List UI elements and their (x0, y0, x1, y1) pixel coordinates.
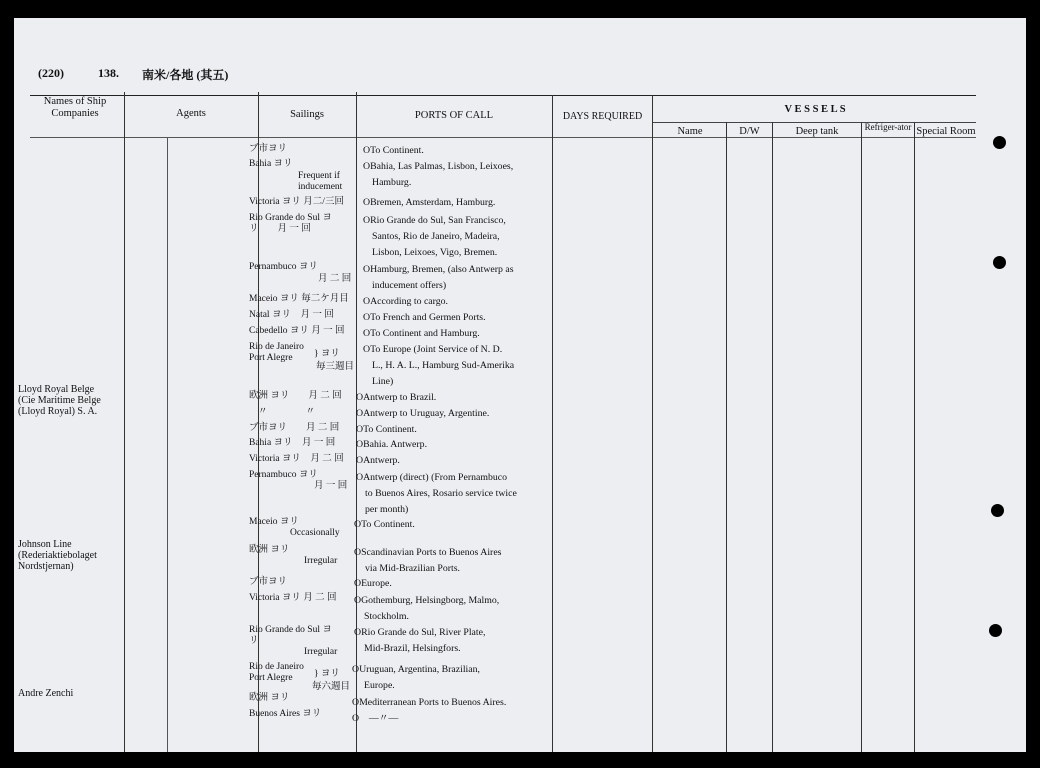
sailing-entry: Rio de Janeiro (249, 342, 304, 352)
sailing-entry: Frequent if (298, 171, 340, 181)
header-sailings: Sailings (290, 109, 324, 120)
port-entry: Mid-Brazil, Helsingfors. (364, 643, 461, 654)
sailing-entry: Bahia ヨリ 月 一 回 (249, 438, 336, 448)
sailing-entry: inducement (298, 182, 343, 192)
port-entry: Lisbon, Leixoes, Vigo, Bremen. (372, 247, 498, 258)
sailing-entry: Victoria ヨリ 月 二 回 (249, 593, 337, 603)
header-days-required: DAYS REQUIRED (562, 111, 643, 122)
port-entry: inducement offers) (372, 280, 447, 291)
port-entry: OAntwerp. (356, 455, 400, 466)
sailing-entry: ブ市ヨリ (249, 577, 288, 587)
sailing-entry: ブ市ヨリ 月 二 回 (249, 423, 340, 433)
sailing-entry: 〃 〃 (258, 407, 316, 417)
col-divider (652, 95, 653, 752)
company-subname: Nordstjernan) (18, 561, 74, 572)
header-vessel-name: Name (677, 126, 703, 137)
header-special-room: Special Room (916, 126, 976, 137)
port-entry: OAntwerp to Uruguay, Argentine. (356, 408, 490, 419)
port-entry: Stockholm. (364, 611, 409, 622)
company-subname: (Rederiaktiebolaget (18, 550, 97, 561)
sailing-entry: Buenos Aires ヨリ (249, 709, 322, 719)
page-number: (220) (38, 66, 64, 80)
sailing-entry: Occasionally (290, 528, 340, 538)
port-entry: ORio Grande do Sul, River Plate, (354, 627, 486, 638)
sailing-entry: Irregular (304, 647, 338, 657)
sailing-entry: リ 月 一 回 (249, 224, 311, 234)
sailing-entry: Victoria ヨリ 月二/三回 (249, 197, 344, 207)
document-page (14, 18, 1026, 752)
sailing-entry: 毎三週目 (316, 362, 355, 372)
sailing-entry: Pernambuco ヨリ (249, 262, 318, 272)
port-entry: OBahia, Las Palmas, Lisbon, Leixoes, (363, 161, 514, 172)
sailing-entry: 月 一 回 (314, 481, 348, 491)
company-johnson-line (18, 539, 97, 572)
col-divider (861, 122, 862, 752)
company-subname: (Lloyd Royal) S. A. (18, 406, 98, 417)
sailing-entry: Cabedello ヨリ 月 一 回 (249, 326, 345, 336)
port-entry: ORio Grande do Sul, San Francisco, (363, 215, 506, 226)
header-ship-companies: Names of Ship Companies (43, 96, 107, 119)
port-entry: OBremen, Amsterdam, Hamburg. (363, 197, 496, 208)
sailing-entry: Port Alegre (249, 353, 293, 363)
header-vessels: V E S S E L S (784, 104, 846, 115)
sailing-entry: 欧洲 ヨリ 月 二 回 (249, 391, 342, 401)
section-title: 南米/各地 (其五) (142, 68, 229, 82)
company-andre-zenchi (18, 688, 73, 699)
col-divider (726, 122, 727, 752)
binder-hole (991, 504, 1004, 517)
port-entry: OTo Continent and Hamburg. (363, 328, 480, 339)
company-subname: (Cie Maritime Belge (18, 395, 101, 406)
port-entry: OMediterranean Ports to Buenos Aires. (352, 697, 507, 708)
sailing-entry: 月 二 回 (318, 274, 352, 284)
port-entry: L., H. A. L., Hamburg Sud-Amerika (372, 360, 515, 371)
sailing-entry: Pernambuco ヨリ (249, 470, 318, 480)
sailing-entry: Rio Grande do Sul ヨ (249, 625, 332, 635)
section-number: 138. (98, 66, 119, 80)
port-entry: via Mid-Brazilian Ports. (365, 563, 460, 574)
port-entry: OTo Continent. (363, 145, 424, 156)
sailing-entry: Rio de Janeiro (249, 662, 304, 672)
sailing-entry: Maceio ヨリ (249, 517, 299, 527)
header-dw: D/W (739, 126, 760, 137)
sailing-entry: Port Alegre (249, 673, 293, 683)
port-entry: OGothemburg, Helsingborg, Malmo, (354, 595, 500, 606)
header-deep-tank: Deep tank (795, 126, 839, 137)
port-entry: Santos, Rio de Janeiro, Madeira, (372, 231, 500, 242)
port-entry: OTo Europe (Joint Service of N. D. (363, 344, 503, 355)
header-refrigerator: Refriger-ator (864, 122, 912, 132)
port-entry: Line) (372, 376, 394, 387)
sailing-entry: 毎六週目 (312, 682, 351, 692)
sailing-entry: Victoria ヨリ 月 二 回 (249, 454, 344, 464)
sailing-entry: } ヨリ (314, 349, 340, 359)
header-ports-of-call: PORTS OF CALL (414, 110, 494, 121)
binder-hole (993, 136, 1006, 149)
sailing-entry: Bahia ヨリ (249, 159, 293, 169)
port-entry: OEurope. (354, 578, 392, 589)
sailing-entry: 欧洲 ヨリ (249, 545, 290, 555)
port-entry: OAntwerp (direct) (From Pernambuco (356, 472, 507, 483)
port-entry: OAntwerp to Brazil. (356, 392, 437, 403)
port-entry: OBahia. Antwerp. (356, 439, 428, 450)
binder-hole (993, 256, 1006, 269)
sailing-entry: 欧洲 ヨリ (249, 693, 290, 703)
port-entry: OTo Continent. (356, 424, 417, 435)
port-entry: to Buenos Aires, Rosario service twice (365, 488, 517, 499)
port-entry: OAccording to cargo. (363, 296, 448, 307)
sailing-entry: Maceio ヨリ 毎二ケ月目 (249, 294, 349, 304)
port-entry: OScandinavian Ports to Buenos Aires (354, 547, 502, 558)
sailing-entry: ブ市ヨリ (249, 144, 288, 154)
binder-hole (989, 624, 1002, 637)
col-divider (167, 137, 168, 752)
port-entry: per month) (365, 504, 409, 515)
port-entry: OTo French and Germen Ports. (363, 312, 486, 323)
sailing-entry: Irregular (304, 556, 338, 566)
company-name: Andre Zenchi (18, 688, 74, 699)
sailing-entry: Natal ヨリ 月 一 回 (249, 310, 334, 320)
port-entry: Hamburg. (372, 177, 412, 188)
port-entry: OTo Continent. (354, 519, 415, 530)
sailing-entry: Rio Grande do Sul ヨ (249, 213, 332, 223)
col-divider (914, 122, 915, 752)
col-divider (772, 122, 773, 752)
vessels-subrule (652, 122, 976, 123)
header-agents: Agents (176, 108, 206, 119)
table-top-rule (30, 95, 976, 96)
company-name: Lloyd Royal Belge (18, 384, 95, 395)
port-entry: OHamburg, Bremen, (also Antwerp as (363, 264, 514, 275)
sailing-entry: } ヨリ (314, 669, 340, 679)
col-divider (258, 92, 259, 752)
sailing-entry: リ (249, 636, 259, 646)
company-lloyd-royal-belge (18, 384, 101, 417)
company-name: Johnson Line (18, 539, 72, 550)
port-entry: OUruguan, Argentina, Brazilian, (352, 664, 480, 675)
col-divider (124, 92, 125, 752)
port-entry: Europe. (364, 680, 395, 691)
port-entry: O —〃— (352, 713, 399, 724)
